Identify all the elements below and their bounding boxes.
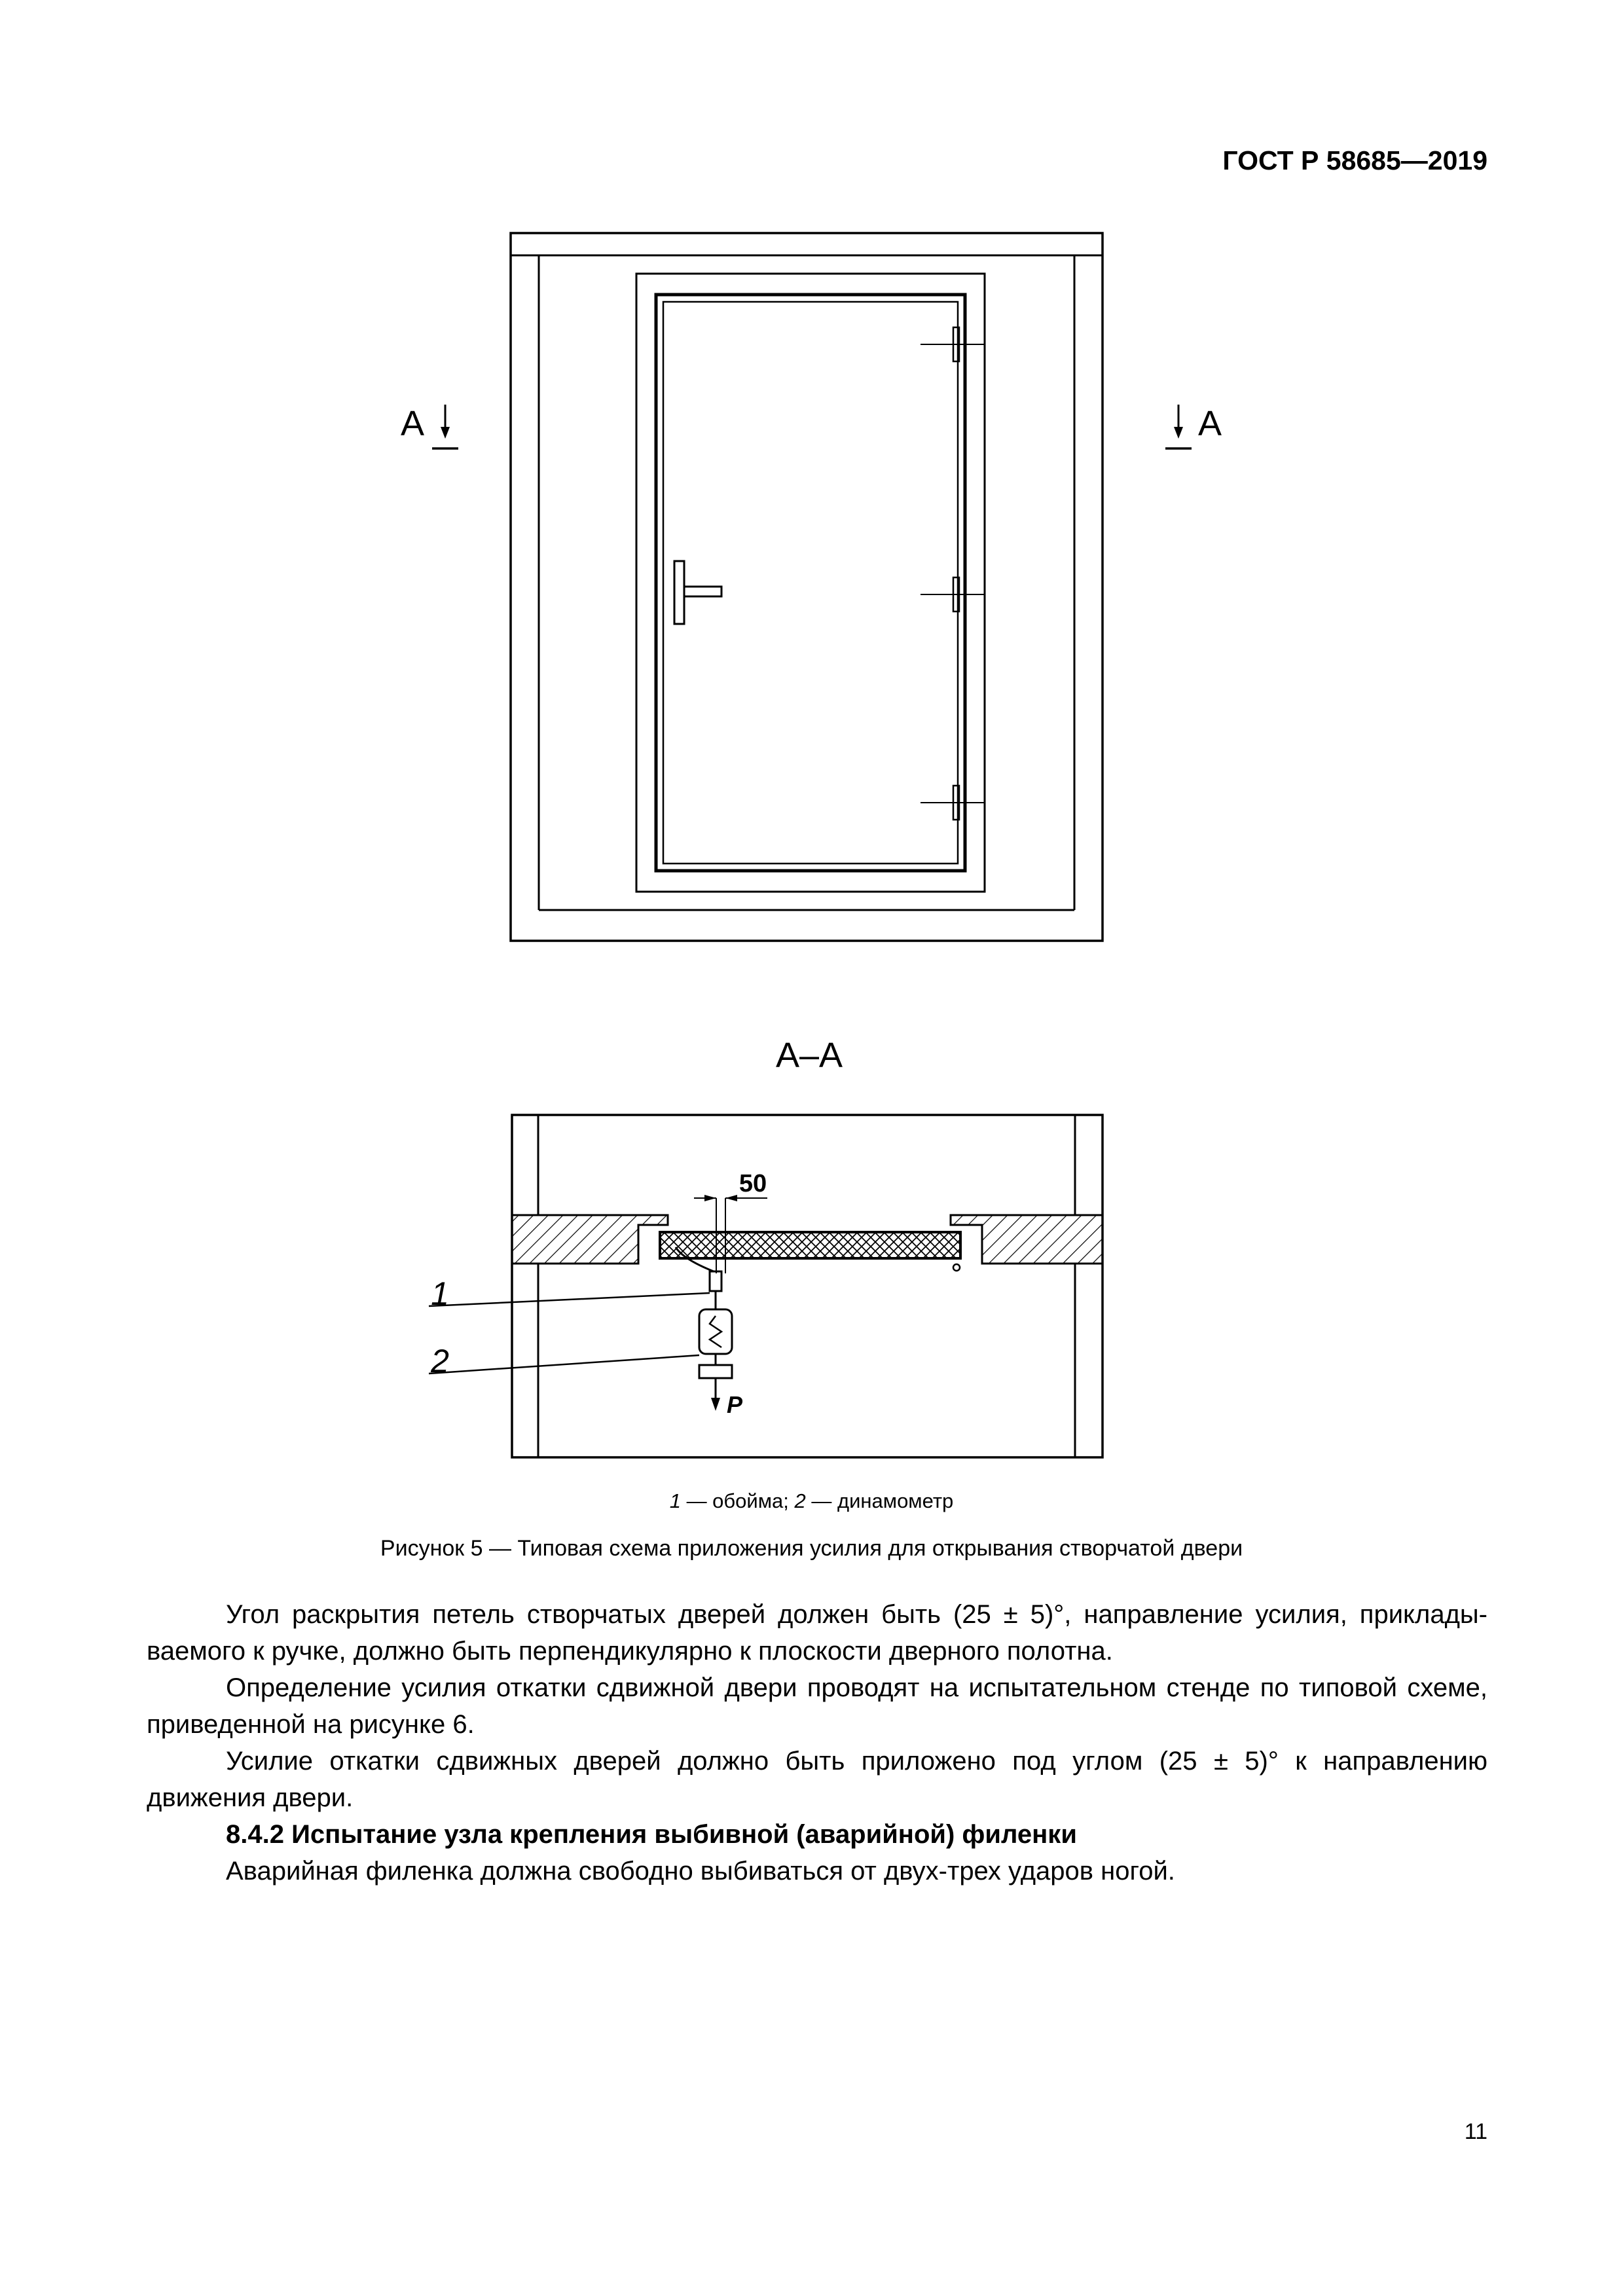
force-label: P: [726, 1391, 743, 1418]
subsection-heading: 8.4.2 Испытание узла крепления выбивной (аварийной) филенки: [226, 1820, 1077, 1849]
document-header: ГОСТ Р 58685—2019: [1222, 145, 1487, 175]
callout-1: 1: [431, 1275, 449, 1312]
page-number: 11: [1464, 2119, 1487, 2144]
hinge-icon: [921, 327, 985, 361]
paragraph: Аварийная филенка должна свободно выбиваться от двух-трех ударов ногой.: [226, 1857, 1175, 1886]
paragraph: Угол раскрытия петель створчатых дверей должен быть (25 ± 5)°, направление усилия, прикладываемого к ручке, должно быть перпендикулярно к плоскости дверного полотна.: [147, 1600, 1487, 1666]
body-text: [147, 1596, 1487, 1889]
front-view: [432, 233, 1192, 941]
callout-2: 2: [431, 1343, 449, 1379]
section-view: [429, 1115, 1103, 1457]
section-mark-right: А: [1197, 404, 1222, 443]
paragraph: Определение усилия откатки сдвижной двери проводят на испытательном стенде по типовой схеме, приведенной на рисунке 6.: [147, 1673, 1487, 1739]
door-handle-icon: [674, 561, 721, 624]
paragraph: Усилие откатки сдвижных дверей должно быть приложено под углом (25 ± 5)° к направлению движения двери.: [147, 1747, 1487, 1812]
section-mark-left: А: [400, 404, 425, 443]
section-title: А–А: [775, 1036, 843, 1075]
figure-legend: 1 — обойма; 2 — динамометр: [669, 1489, 954, 1512]
dimension-label: 50: [739, 1170, 767, 1197]
hinge-icon: [921, 786, 985, 820]
figure-caption: Рисунок 5 — Типовая схема приложения усилия для открывания створчатой двери: [380, 1536, 1243, 1561]
hinge-icon: [921, 577, 985, 611]
